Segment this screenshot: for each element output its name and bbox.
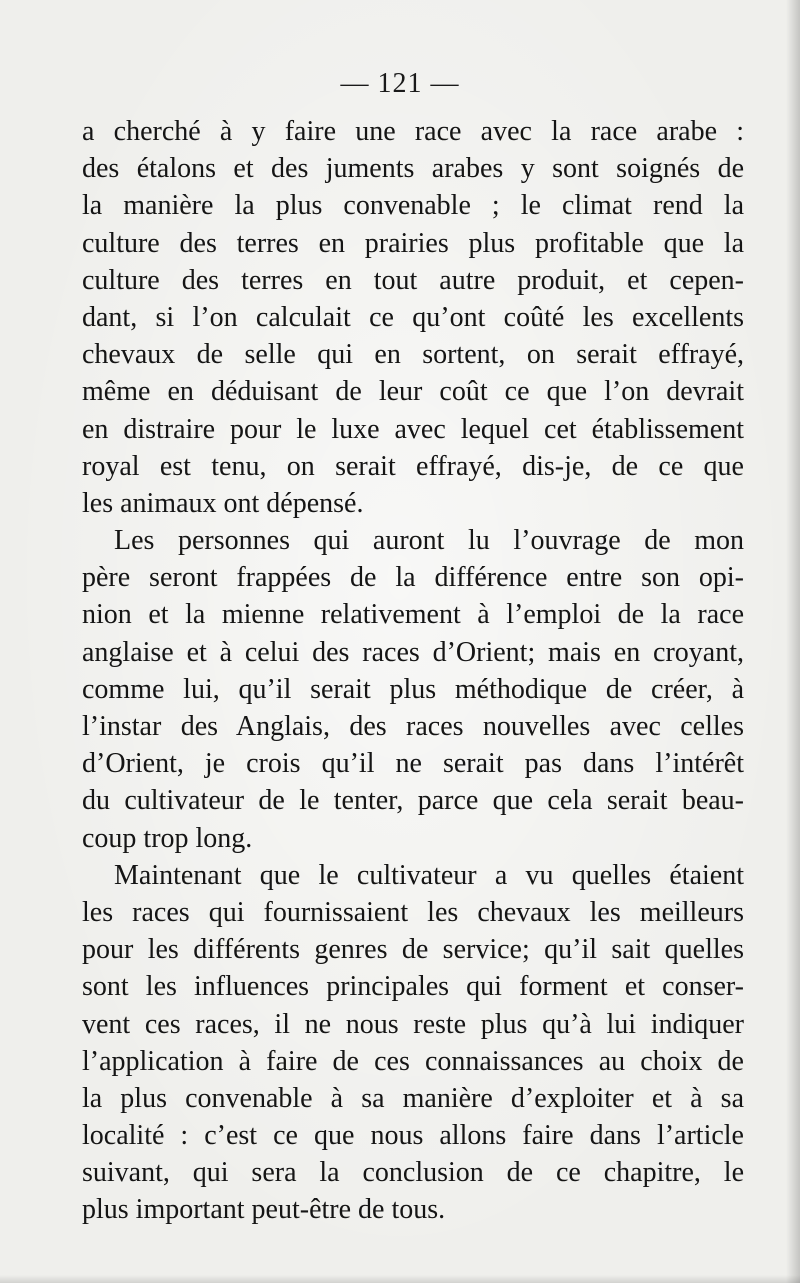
text-line: coup trop long. [82, 822, 253, 854]
text-line: Maintenant que le cultivateur a vu quelles étaient [114, 859, 744, 891]
text-line: les animaux ont dépensé. [82, 487, 364, 519]
text-line: la manière la plus convenable ; le climat rend la [82, 190, 744, 222]
text-line: vent ces races, il ne nous reste plus qu’à lui indiquer [82, 1008, 744, 1040]
text-line: l’application à faire de ces connaissances au choix de [82, 1045, 744, 1077]
text-line: les races qui fournissaient les chevaux les meilleurs [82, 896, 744, 928]
text-line: chevaux de selle qui en sortent, on serait effrayé, [82, 339, 744, 371]
text-line: même en déduisant de leur coût ce que l’on devrait [82, 376, 744, 408]
text-line: la plus convenable à sa manière d’exploiter et à sa [82, 1082, 744, 1114]
text-line: d’Orient, je crois qu’il ne serait pas dans l’intérêt [82, 748, 744, 780]
text-line: l’instar des Anglais, des races nouvelles avec celles [82, 711, 744, 742]
paragraph [82, 857, 744, 1229]
text-line: plus important peut-être de tous. [82, 1194, 446, 1226]
text-line: Les personnes qui auront lu l’ouvrage de mon [114, 525, 744, 557]
text-line: suivant, qui sera la conclusion de ce chapitre, le [82, 1157, 744, 1189]
page-bottom-shadow [0, 1275, 800, 1283]
text-line: du cultivateur de le tenter, parce que cela serait beau- [82, 785, 744, 817]
body-text [82, 113, 744, 1229]
text-line: dant, si l’on calculait ce qu’ont coûté les excellents [82, 301, 744, 333]
paragraph [82, 113, 744, 522]
text-line: père seront frappées de la différence entre son opi- [82, 562, 744, 594]
text-line: a cherché à y faire une race avec la race arabe : [82, 116, 744, 147]
text-line: en distraire pour le luxe avec lequel cet établissement [82, 413, 744, 445]
paragraph [82, 522, 744, 857]
text-line: anglaise et à celui des races d’Orient; mais en croyant, [82, 636, 744, 668]
text-line: des étalons et des juments arabes y sont soignés de [82, 153, 744, 185]
text-line: comme lui, qu’il serait plus méthodique de créer, à [82, 673, 744, 705]
page-number: — 121 — [340, 68, 460, 99]
text-line: nion et la mienne relativement à l’emploi de la race [82, 599, 744, 631]
text-line: royal est tenu, on serait effrayé, dis-je, de ce que [82, 450, 744, 482]
text-line: pour les différents genres de service; qu’il sait quelles [82, 934, 744, 966]
text-line: culture des terres en tout autre produit, et cepen- [82, 264, 744, 296]
text-line: culture des terres en prairies plus profitable que la [82, 227, 744, 259]
text-line: sont les influences principales qui forment et conser- [82, 971, 744, 1003]
text-line: localité : c’est ce que nous allons faire dans l’article [82, 1120, 744, 1152]
page-edge-shadow [786, 0, 800, 1283]
